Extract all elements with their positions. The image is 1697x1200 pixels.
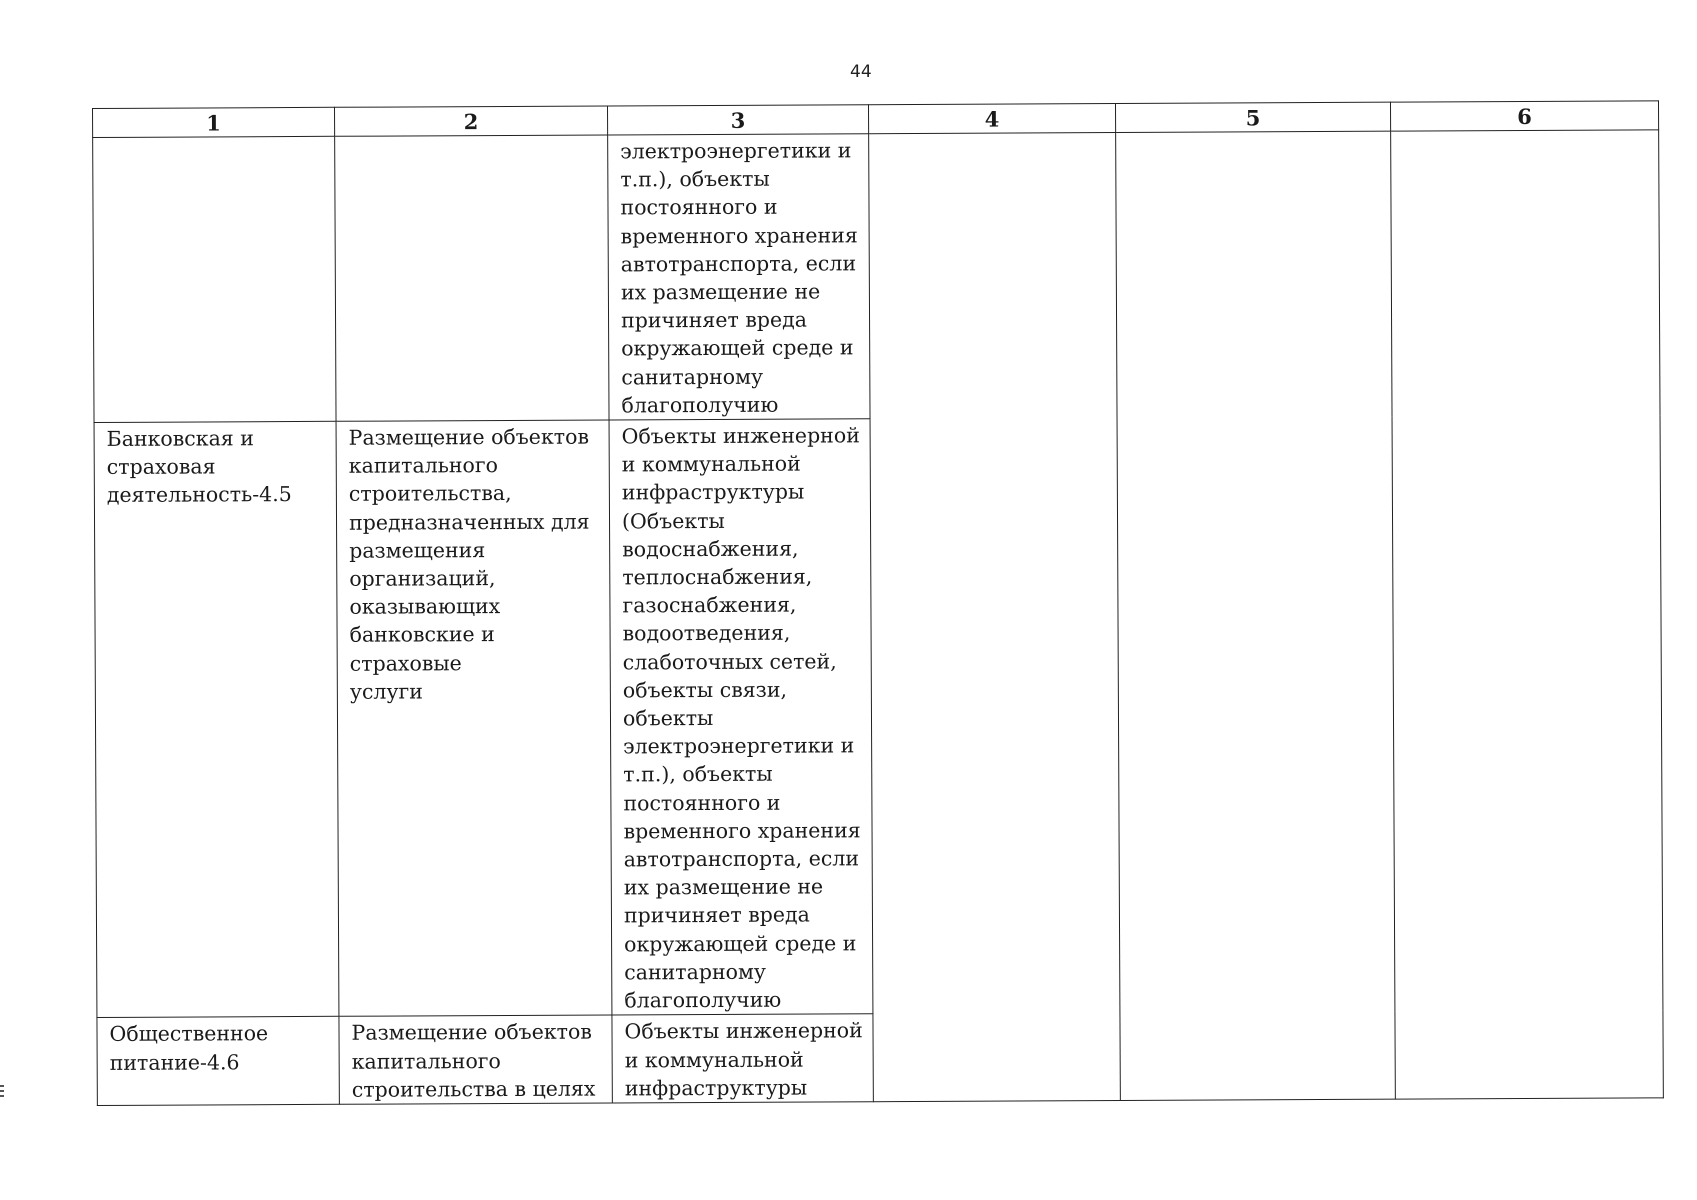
- column-header-6: 6: [1390, 101, 1658, 131]
- row-2-permitted-objects: Объекты инженерной и коммунальной инфраструктуры (Объекты водоснабжения, теплоснабжения, газоснабжения, водоотведения, слаботочных сетей, объекты связи, объекты электроэнергетики и т.п.), объекты постоянного и временного хранения автотранспорта, если их размещение не причиняет вреда окружающей среде и санитарному благополучию: [609, 419, 873, 1016]
- row-1-permitted-objects: электроэнергетики и т.п.), объекты постоянного и временного хранения автотранспорта, если их размещение не причиняет вреда окружающей среде и санитарному благополучию: [608, 134, 870, 420]
- column-header-1: 1: [93, 107, 335, 137]
- table-container: [92, 100, 1663, 1106]
- row-1-land-use-type: [93, 136, 336, 422]
- land-use-table: [92, 100, 1664, 1106]
- column-4-cell: [869, 132, 1121, 1101]
- column-header-2: 2: [334, 106, 607, 136]
- scan-edge-mark: [0, 1085, 4, 1099]
- row-2-description: Размещение объектов капитального строительства, предназначенных для размещения организаций, оказывающих банковские и страховые услуги: [336, 420, 612, 1017]
- row-3-permitted-objects: Объекты инженерной и коммунальной инфраструктуры: [612, 1014, 873, 1103]
- page-number: 44: [850, 62, 872, 82]
- column-6-cell: [1391, 130, 1664, 1099]
- column-header-5: 5: [1115, 102, 1390, 132]
- row-2-land-use-type: Банковская и страховая деятельность-4.5: [94, 421, 339, 1017]
- table-row: [93, 130, 1660, 423]
- row-3-land-use-type: Общественное питание-4.6: [97, 1017, 339, 1106]
- column-header-4: 4: [868, 103, 1115, 133]
- column-5-cell: [1116, 131, 1396, 1100]
- row-3-description: Размещение объектов капитального строительства в целях: [339, 1015, 612, 1104]
- row-1-description: [335, 135, 609, 421]
- column-header-3: 3: [607, 105, 868, 135]
